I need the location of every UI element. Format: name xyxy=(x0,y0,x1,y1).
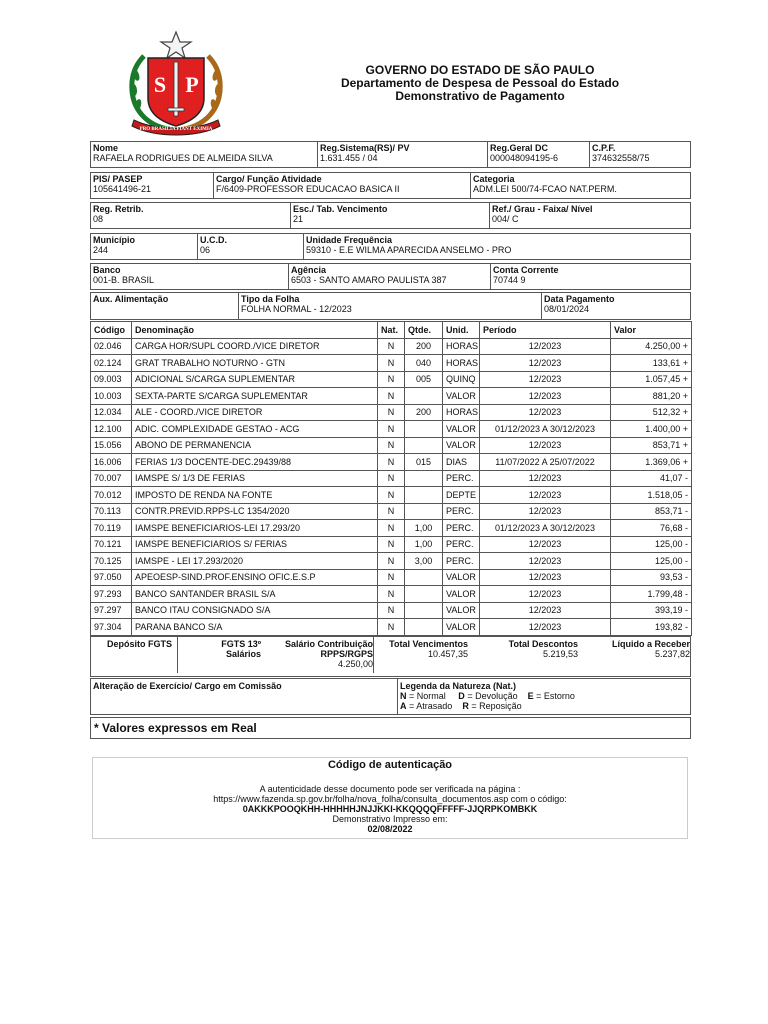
col-valor: Valor xyxy=(611,322,692,339)
item-denominacao: PARANA BANCO S/A xyxy=(132,619,378,636)
item-periodo: 12/2023 xyxy=(480,602,611,619)
bank-section xyxy=(90,263,691,290)
table-row xyxy=(91,388,692,405)
item-qtde xyxy=(405,388,443,405)
printed-label: Demonstrativo Impresso em: xyxy=(332,814,448,824)
col-qtde: Qtde. xyxy=(405,322,443,339)
pis-value: 105641496-21 xyxy=(93,184,152,194)
item-denominacao: IAMSPE S/ 1/3 DE FERIAS xyxy=(132,470,378,487)
cargo-cell: Cargo/ Função Atividade F/6409-PROFESSOR EDUCACAO BASICA II xyxy=(213,173,470,198)
ucd-cell: U.C.D. 06 xyxy=(197,234,303,259)
item-valor: 393,19 - xyxy=(611,602,692,619)
item-periodo: 12/2023 xyxy=(480,404,611,421)
reg-retrib-cell: Reg. Retrib. 08 xyxy=(91,203,290,228)
item-nat: N xyxy=(378,371,405,388)
item-qtde xyxy=(405,470,443,487)
item-codigo: 12.100 xyxy=(91,421,132,438)
item-denominacao: BANCO SANTANDER BRASIL S/A xyxy=(132,586,378,603)
municipio-cell: Município 244 xyxy=(91,234,197,259)
legend-section xyxy=(90,678,691,715)
item-periodo: 12/2023 xyxy=(480,487,611,504)
item-nat: N xyxy=(378,536,405,553)
reg-retrib-value: 08 xyxy=(93,214,104,224)
unidade-frequencia-value: 59310 - E.E WILMA APARECIDA ANSELMO - PRO xyxy=(306,245,512,255)
unidade-frequencia-cell: Unidade Frequência 59310 - E.E WILMA APARECIDA ANSELMO - PRO xyxy=(303,234,690,259)
item-periodo: 12/2023 xyxy=(480,470,611,487)
item-codigo: 97.293 xyxy=(91,586,132,603)
table-header-row xyxy=(91,322,692,339)
item-unid: VALOR xyxy=(443,602,480,619)
item-nat: N xyxy=(378,338,405,355)
item-valor: 41,07 - xyxy=(611,470,692,487)
item-valor: 4.250,00 + xyxy=(611,338,692,355)
item-qtde xyxy=(405,437,443,454)
item-valor: 853,71 + xyxy=(611,437,692,454)
item-periodo: 11/07/2022 A 25/07/2022 xyxy=(480,454,611,471)
table-row xyxy=(91,487,692,504)
retribution-section xyxy=(90,202,691,229)
item-periodo: 01/12/2023 A 30/12/2023 xyxy=(480,421,611,438)
data-pagamento-cell: Data Pagamento 08/01/2024 xyxy=(541,293,690,319)
payment-items-table xyxy=(90,321,692,636)
document-header xyxy=(300,64,660,103)
nome-cell: Nome RAFAELA RODRIGUES DE ALMEIDA SILVA xyxy=(91,142,317,167)
item-valor: 1.799,48 - xyxy=(611,586,692,603)
item-unid: DEPTE xyxy=(443,487,480,504)
item-unid: PERC. xyxy=(443,470,480,487)
reg-geral-value: 000048094195-6 xyxy=(490,153,559,163)
item-unid: HORAS xyxy=(443,355,480,372)
item-qtde: 200 xyxy=(405,338,443,355)
item-denominacao: ADICIONAL S/CARGA SUPLEMENTAR xyxy=(132,371,378,388)
item-denominacao: GRAT TRABALHO NOTURNO - GTN xyxy=(132,355,378,372)
agencia-cell: Agência 6503 - SANTO AMARO PAULISTA 387 xyxy=(288,264,490,289)
col-codigo: Código xyxy=(91,322,132,339)
department-title: Departamento de Despesa de Pessoal do Estado xyxy=(340,76,620,90)
item-nat: N xyxy=(378,619,405,636)
document-title: Demonstrativo de Pagamento xyxy=(395,89,565,103)
auth-instructions: A autenticidade desse documento pode ser verificada na página : xyxy=(259,784,521,794)
currency-note: * Valores expressos em Real xyxy=(90,717,691,739)
col-denominacao: Denominação xyxy=(132,322,378,339)
conta-corrente-cell: Conta Corrente 70744 9 xyxy=(490,264,690,289)
banco-cell: Banco 001-B. BRASIL xyxy=(91,264,288,289)
reg-sistema-cell: Reg.Sistema(RS)/ PV 1.631.455 / 04 xyxy=(317,142,487,167)
item-valor: 125,00 - xyxy=(611,553,692,570)
item-nat: N xyxy=(378,355,405,372)
item-nat: N xyxy=(378,454,405,471)
agencia-value: 6503 - SANTO AMARO PAULISTA 387 xyxy=(291,275,447,285)
item-qtde xyxy=(405,602,443,619)
table-row xyxy=(91,553,692,570)
item-unid: PERC. xyxy=(443,503,480,520)
categoria-cell: Categoria ADM.LEI 500/74-FCAO NAT.PERM. xyxy=(470,173,690,198)
item-qtde: 1,00 xyxy=(405,520,443,537)
item-denominacao: IAMSPE BENEFICIARIOS S/ FERIAS xyxy=(132,536,378,553)
item-valor: 1.518,05 - xyxy=(611,487,692,504)
item-periodo: 12/2023 xyxy=(480,355,611,372)
item-periodo: 12/2023 xyxy=(480,619,611,636)
item-nat: N xyxy=(378,421,405,438)
item-unid: DIAS xyxy=(443,454,480,471)
item-nat: N xyxy=(378,520,405,537)
conta-corrente-value: 70744 9 xyxy=(493,275,526,285)
total-vencimentos: Total Vencimentos 10.457,35 xyxy=(373,637,468,673)
folha-section xyxy=(90,292,691,320)
cpf-value: 374632558/75 xyxy=(592,153,650,163)
pis-cell: PIS/ PASEP 105641496-21 xyxy=(91,173,213,198)
item-valor: 881,20 + xyxy=(611,388,692,405)
item-nat: N xyxy=(378,404,405,421)
item-codigo: 15.056 xyxy=(91,437,132,454)
item-nat: N xyxy=(378,388,405,405)
table-row xyxy=(91,520,692,537)
location-section xyxy=(90,233,691,260)
esc-tab-value: 21 xyxy=(293,214,304,224)
table-row xyxy=(91,454,692,471)
alteracao-exercicio: Alteração de Exercício/ Cargo em Comissão xyxy=(93,681,282,691)
total-vencimentos-value: 10.457,35 xyxy=(427,649,468,659)
item-periodo: 12/2023 xyxy=(480,553,611,570)
item-codigo: 70.007 xyxy=(91,470,132,487)
item-periodo: 12/2023 xyxy=(480,371,611,388)
deposito-fgts: Depósito FGTS xyxy=(107,639,172,649)
item-unid: PERC. xyxy=(443,536,480,553)
item-denominacao: APEOESP-SIND.PROF.ENSINO OFIC.E.S.P xyxy=(132,569,378,586)
seal-motto: PRO BRASILIA FIANT EXIMIA xyxy=(139,127,213,132)
banco-value: 001-B. BRASIL xyxy=(93,275,155,285)
government-title: GOVERNO DO ESTADO DE SÃO PAULO xyxy=(365,63,595,77)
table-body xyxy=(91,338,692,635)
table-row xyxy=(91,355,692,372)
seal-letter-s: S xyxy=(153,72,167,97)
item-valor: 125,00 - xyxy=(611,536,692,553)
item-unid: VALOR xyxy=(443,619,480,636)
table-row xyxy=(91,470,692,487)
seal-letter-p: P xyxy=(185,72,199,97)
item-nat: N xyxy=(378,470,405,487)
item-nat: N xyxy=(378,553,405,570)
item-denominacao: IMPOSTO DE RENDA NA FONTE xyxy=(132,487,378,504)
cargo-value: F/6409-PROFESSOR EDUCACAO BASICA II xyxy=(216,184,400,194)
aux-alimentacao-cell: Aux. Alimentação xyxy=(93,294,169,304)
item-periodo: 12/2023 xyxy=(480,586,611,603)
item-qtde xyxy=(405,421,443,438)
table-row xyxy=(91,569,692,586)
item-denominacao: BANCO ITAU CONSIGNADO S/A xyxy=(132,602,378,619)
item-qtde: 1,00 xyxy=(405,536,443,553)
item-codigo: 97.050 xyxy=(91,569,132,586)
item-valor: 853,71 - xyxy=(611,503,692,520)
item-unid: VALOR xyxy=(443,437,480,454)
tipo-folha-cell: Tipo da Folha FOLHA NORMAL - 12/2023 xyxy=(238,293,541,319)
item-nat: N xyxy=(378,437,405,454)
item-periodo: 12/2023 xyxy=(480,338,611,355)
item-unid: PERC. xyxy=(443,520,480,537)
item-codigo: 97.297 xyxy=(91,602,132,619)
item-valor: 193,82 - xyxy=(611,619,692,636)
item-valor: 512,32 + xyxy=(611,404,692,421)
item-denominacao: CONTR.PREVID.RPPS-LC 1354/2020 xyxy=(132,503,378,520)
cargo-section xyxy=(90,172,691,199)
item-periodo: 12/2023 xyxy=(480,569,611,586)
item-unid: PERC. xyxy=(443,553,480,570)
table-row xyxy=(91,602,692,619)
item-periodo: 12/2023 xyxy=(480,536,611,553)
item-codigo: 70.121 xyxy=(91,536,132,553)
item-codigo: 02.046 xyxy=(91,338,132,355)
table-row xyxy=(91,404,692,421)
auth-title: Código de autenticação xyxy=(327,759,453,771)
item-qtde xyxy=(405,569,443,586)
item-codigo: 70.012 xyxy=(91,487,132,504)
table-row xyxy=(91,437,692,454)
item-periodo: 12/2023 xyxy=(480,388,611,405)
item-qtde: 040 xyxy=(405,355,443,372)
item-qtde xyxy=(405,503,443,520)
item-denominacao: ADIC. COMPLEXIDADE GESTAO - ACG xyxy=(132,421,378,438)
reg-geral-cell: Reg.Geral DC 000048094195-6 xyxy=(487,142,589,167)
liquido-a-receber: Líquido a Receber 5.237,82 xyxy=(611,639,690,659)
table-row xyxy=(91,536,692,553)
total-descontos: Total Descontos 5.219,53 xyxy=(508,639,578,659)
item-denominacao: SEXTA-PARTE S/CARGA SUPLEMENTAR xyxy=(132,388,378,405)
item-unid: VALOR xyxy=(443,586,480,603)
item-periodo: 01/12/2023 A 30/12/2023 xyxy=(480,520,611,537)
item-codigo: 70.119 xyxy=(91,520,132,537)
liquido-a-receber-value: 5.237,82 xyxy=(654,649,690,659)
item-valor: 1.057,45 + xyxy=(611,371,692,388)
data-pagamento-value: 08/01/2024 xyxy=(544,304,590,314)
col-unid: Unid. xyxy=(443,322,480,339)
item-codigo: 02.124 xyxy=(91,355,132,372)
salario-contribuicao: Salário Contribuição RPPS/RGPS 4.250,00 xyxy=(284,639,373,669)
item-codigo: 70.113 xyxy=(91,503,132,520)
sao-paulo-coat-of-arms xyxy=(124,30,228,138)
item-denominacao: IAMSPE - LEI 17.293/2020 xyxy=(132,553,378,570)
col-periodo: Período xyxy=(480,322,611,339)
reg-sistema-value: 1.631.455 / 04 xyxy=(320,153,378,163)
item-unid: VALOR xyxy=(443,569,480,586)
col-nat: Nat. xyxy=(378,322,405,339)
item-denominacao: ABONO DE PERMANENCIA xyxy=(132,437,378,454)
item-denominacao: IAMSPE BENEFICIARIOS-LEI 17.293/20 xyxy=(132,520,378,537)
item-denominacao: CARGA HOR/SUPL COORD./VICE DIRETOR xyxy=(132,338,378,355)
esc-tab-cell: Esc./ Tab. Vencimento 21 xyxy=(290,203,489,228)
totals-section xyxy=(90,636,691,677)
table-row xyxy=(91,338,692,355)
item-valor: 1.400,00 + xyxy=(611,421,692,438)
item-qtde: 005 xyxy=(405,371,443,388)
item-periodo: 12/2023 xyxy=(480,437,611,454)
legenda-natureza: Legenda da Natureza (Nat.) N = Normal D = Devolução E = Estorno A = Atrasado R = Reposição xyxy=(397,679,575,714)
item-qtde xyxy=(405,619,443,636)
item-unid: HORAS xyxy=(443,338,480,355)
item-qtde: 200 xyxy=(405,404,443,421)
item-nat: N xyxy=(378,503,405,520)
table-row xyxy=(91,503,692,520)
item-nat: N xyxy=(378,487,405,504)
item-valor: 1.369,06 + xyxy=(611,454,692,471)
item-qtde xyxy=(405,586,443,603)
table-row xyxy=(91,371,692,388)
item-denominacao: FERIAS 1/3 DOCENTE-DEC.29439/88 xyxy=(132,454,378,471)
item-codigo: 09.003 xyxy=(91,371,132,388)
item-unid: HORAS xyxy=(443,404,480,421)
authentication-section xyxy=(92,757,688,839)
item-nat: N xyxy=(378,569,405,586)
table-row xyxy=(91,586,692,603)
item-codigo: 16.006 xyxy=(91,454,132,471)
item-nat: N xyxy=(378,602,405,619)
identification-section xyxy=(90,141,691,168)
ucd-value: 06 xyxy=(200,245,211,255)
item-qtde: 015 xyxy=(405,454,443,471)
item-codigo: 70.125 xyxy=(91,553,132,570)
item-valor: 93,53 - xyxy=(611,569,692,586)
item-unid: QUINQ xyxy=(443,371,480,388)
item-codigo: 97.304 xyxy=(91,619,132,636)
auth-url[interactable]: https://www.fazenda.sp.gov.br/folha/nova_folha/consulta_documentos.asp com o código: xyxy=(213,794,567,804)
item-unid: VALOR xyxy=(443,421,480,438)
item-nat: N xyxy=(378,586,405,603)
item-qtde: 3,00 xyxy=(405,553,443,570)
table-row xyxy=(91,619,692,636)
item-codigo: 10.003 xyxy=(91,388,132,405)
cpf-cell: C.P.F. 374632558/75 xyxy=(589,142,690,167)
item-qtde xyxy=(405,487,443,504)
municipio-value: 244 xyxy=(93,245,109,255)
item-valor: 133,61 + xyxy=(611,355,692,372)
categoria-value: ADM.LEI 500/74-FCAO NAT.PERM. xyxy=(473,184,617,194)
table-row xyxy=(91,421,692,438)
ref-grau-value: 004/ C xyxy=(492,214,519,224)
salario-contribuicao-value: 4.250,00 xyxy=(337,659,373,669)
item-periodo: 12/2023 xyxy=(480,503,611,520)
printed-date: 02/08/2022 xyxy=(367,824,413,834)
auth-code: 0AKKKPOOQKHH-HHHHHJNJJKKI-KKQQQQFFFFF-JJQRPKOMBKK xyxy=(242,804,538,814)
item-denominacao: ALE - COORD./VICE DIRETOR xyxy=(132,404,378,421)
fgts-13-salarios: FGTS 13º Salários xyxy=(177,637,261,673)
nome-value: RAFAELA RODRIGUES DE ALMEIDA SILVA xyxy=(93,153,273,163)
item-unid: VALOR xyxy=(443,388,480,405)
tipo-folha-value: FOLHA NORMAL - 12/2023 xyxy=(241,304,352,314)
total-descontos-value: 5.219,53 xyxy=(542,649,578,659)
item-valor: 76,68 - xyxy=(611,520,692,537)
item-codigo: 12.034 xyxy=(91,404,132,421)
ref-grau-cell: Ref./ Grau - Faixa/ Nível 004/ C xyxy=(489,203,690,228)
